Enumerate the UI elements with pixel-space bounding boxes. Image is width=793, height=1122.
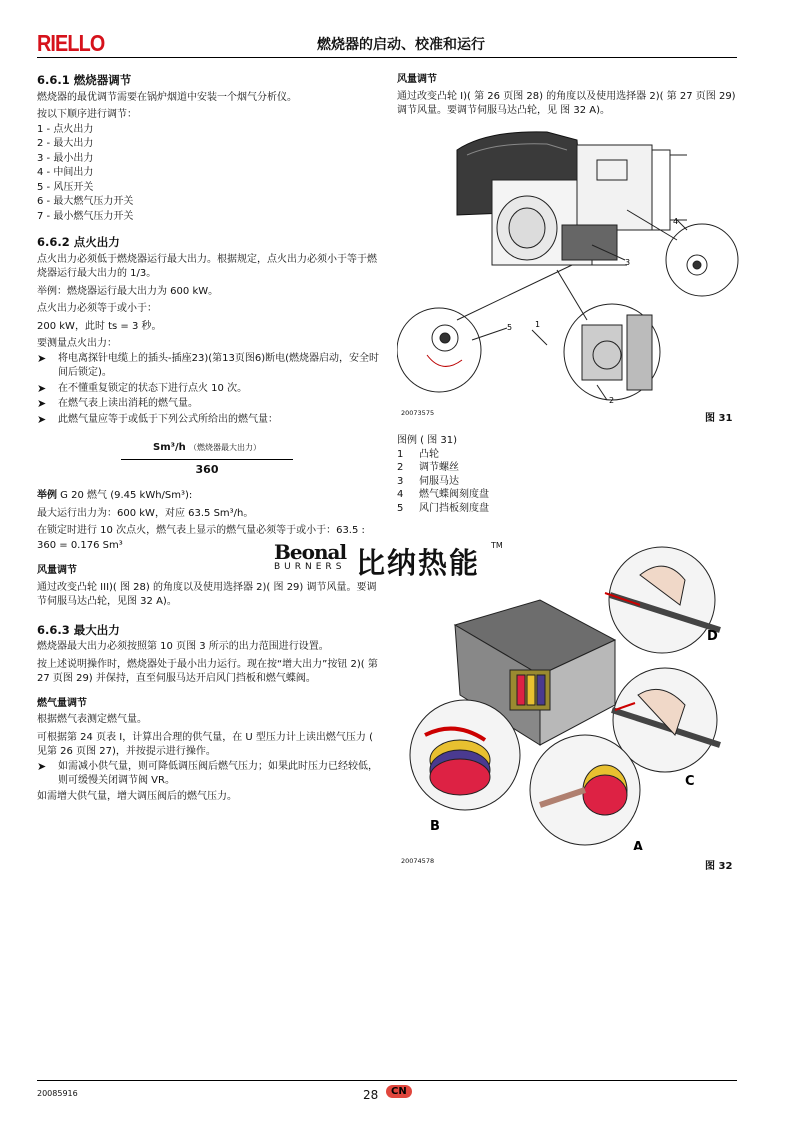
air-adjust-heading: 风量调节 [37,565,77,576]
brand-cn: 比纳热能 [356,546,481,580]
text: 按以下顺序进行调节： [37,109,137,120]
list-item: 3 - 最小出力 [37,152,94,164]
legend-title: 图例 ( 图 31) [397,435,458,446]
text: 按上述说明操作时，燃烧器处于最小出力运行。现在按“增大出力”按钮 2)( 第 27 页图 29) 并保持，直至伺服马达开启风门挡板和燃气蝶阀。 [37,658,378,684]
figure-32-code: 20074578 [401,857,435,865]
section-661-heading: 6.6.1 燃烧器调节 [37,73,132,87]
left-column [37,73,382,807]
arrow-icon: ➤ [37,381,47,395]
arrow-icon: ➤ [37,759,47,773]
language-badge: CN [386,1085,412,1098]
brand-watermark [274,540,346,572]
legend-item: 2 调节螺丝 [397,462,459,473]
example-line: 举例 G 20 燃气 (9.45 kWh/Sm³): [37,490,193,501]
legend-item: 3 伺服马达 [397,475,459,487]
section-662-heading: 6.6.2 点火出力 [37,235,120,249]
list-item: 4 - 中间出力 [37,167,94,178]
text: 最大运行出力为：600 kW，对应 63.5 Sm³/h。 [37,507,254,519]
figure-31-code: 20073575 [401,409,435,417]
doc-code: 20085916 [37,1089,78,1098]
bullet-item: ➤ 此燃气量应等于或低于下列公式所给出的燃气量： [37,412,278,426]
list-item: 7 - 最小燃气压力开关 [37,210,134,222]
formula [37,441,377,477]
figure-32-illustration [400,545,745,850]
list-item: 2 - 最大出力 [37,138,94,149]
adjust-list [37,123,382,225]
text: 根据燃气表测定燃气量。 [37,714,147,725]
page-title: 燃烧器的启动、校准和运行 [317,37,485,53]
figure-32-label: 图 32 [705,861,733,872]
text: 要测量点火出力： [37,338,117,349]
text: 点火出力必须低于燃烧器运行最大出力。根据规定，点火出力必须小于等于燃烧器运行最大出力的 1/3。 [37,253,377,279]
arrow-icon: ➤ [37,351,47,365]
callout-D: D [707,629,718,644]
callout-C: C [685,774,695,789]
list-item: 5 - 风压开关 [37,181,94,193]
brand-sub: BURNERS [274,562,346,572]
legend [397,434,597,515]
text: 200 kW，此时 ts = 3 秒。 [37,320,162,332]
text: 在锁定时进行 10 次点火，燃气表上显示的燃气量必须等于或小于：63.5 : 360 = 0.176 Sm³ [37,525,365,551]
text: 点火出力必须等于或小于： [37,303,157,314]
formula-denominator: 360 [195,462,219,476]
legend-item: 4 燃气蝶阀刻度盘 [397,489,489,500]
text: 燃烧器的最优调节需要在锅炉烟道中安装一个烟气分析仪。 [37,91,297,103]
figure-31-label: 图 31 [705,413,733,424]
figure-31-illustration [397,120,742,420]
bullet-item: ➤ 如需减小供气量，则可降低调压阀后燃气压力；如果此时压力已经较低，则可缓慢关闭调节阀 VR。 [37,759,378,786]
riello-logo: RIELLO [37,30,105,56]
section-663-heading: 6.6.3 最大出力 [37,622,120,637]
text: 通过改变凸轮 III)( 图 28) 的角度以及使用选择器 2)( 图 29) 调节风量。要调节伺服马达凸轮，见图 32 A)。 [37,581,377,607]
callout-3: 3 [625,258,631,267]
list-item: 6 - 最大燃气压力开关 [37,196,134,207]
right-column [397,73,737,122]
bullet-item: ➤ 将电离探针电缆上的插头-插座23)(第13页图6)断电(燃烧器启动，安全时间后锁定)。 [37,351,380,378]
page-number: 28 [363,1088,379,1102]
legend-item: 1 凸轮 [397,448,439,460]
footer-rule [37,1080,737,1081]
list-item: 1 - 点火出力 [37,123,94,135]
text: 通过改变凸轮 I)( 第 26 页图 28) 的角度以及使用选择器 2)( 第 27 页图 29) 调节风量。要调节伺服马达凸轮，见 图 32 A)。 [397,90,736,116]
arrow-icon: ➤ [37,397,47,410]
air-adjust-heading: 风量调节 [397,74,437,85]
callout-A: A [633,840,644,850]
brand-tm: TM [491,541,503,550]
callout-4: 4 [673,217,679,226]
callout-B: B [430,819,440,834]
gas-adjust-heading: 燃气量调节 [37,697,87,709]
callout-1: 1 [535,320,541,329]
text: 燃烧器最大出力必须按照第 10 页图 3 所示的出力范围进行设置。 [37,641,329,652]
text: 可根据第 24 页表 I，计算出合理的供气量，在 U 型压力计上读出燃气压力 ( 见第 26 页图 27)，并按提示进行操作。 [37,731,373,757]
brand-name: Beonal [274,540,347,564]
bullet-item: ➤ 在燃气表上读出消耗的燃气量。 [37,397,198,410]
text: 如需增大供气量，增大调压阀后的燃气压力。 [37,790,237,802]
arrow-icon: ➤ [37,412,47,426]
text: 举例：燃烧器运行最大出力为 600 kW。 [37,285,219,297]
header-rule [37,57,737,58]
callout-2: 2 [609,396,615,405]
callout-5: 5 [507,323,513,332]
formula-numerator: Sm³/h （燃烧器最大出力） [121,441,293,460]
legend-item: 5 风门挡板刻度盘 [397,502,489,514]
bullet-item: ➤ 在不懂重复锁定的状态下进行点火 10 次。 [37,381,248,395]
